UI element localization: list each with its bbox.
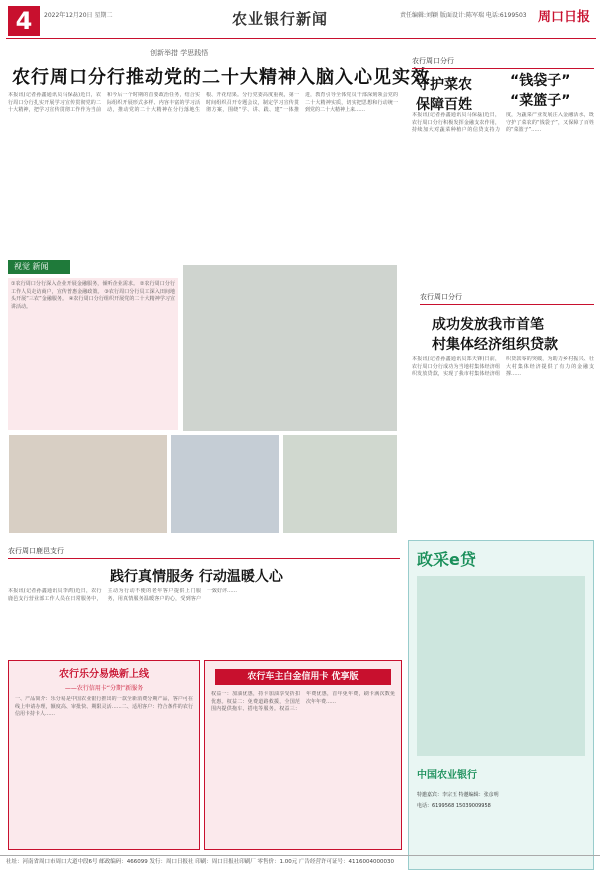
- view-section-tag: 视觉 新闻: [8, 260, 70, 274]
- main-kicker: 创新举措 学思践悟: [150, 49, 209, 57]
- ad-bank-logo: 中国农业银行: [417, 770, 477, 781]
- ad-phone: 电话：6199568 15039009958: [417, 803, 491, 809]
- photo-captions: ①农行周口分行深入企业开展金融服务，倾听企业需求。 ②农行周口分行工作人员走访商户，宣传普惠金融政策。 ③农行周口分行员工深入田间地头开展“三农”金融服务。 ④农行周口分行组织开展党的二十大精神学习宣讲活动。: [8, 278, 178, 430]
- page-title: 农业银行新闻: [232, 10, 329, 28]
- photo-group-meeting: [282, 434, 398, 534]
- main-headline: 农行周口分行推动党的二十大精神入脑入心见实效: [12, 67, 430, 88]
- bottom-body: 本报讯(记者孙鑫通讯员李鸿)近日，农行鹿邑支行营业部工作人员在日常服务中，主动为行动不便的老年客户提供上门服务，用真情服务温暖客户的心，受到客户一致好评……: [8, 588, 238, 602]
- bottom-section: 农行周口鹿邑支行: [8, 546, 400, 559]
- main-body: 本报讯(记者孙鑫通讯员马保磊)近日，农行周口分行扎实开展学习宣传贯彻党的二十大精神，把学习宣传贯彻工作作为当前和今后一个时期的首要政治任务，结合实际组织开展形式多样、内容丰富的学习活动，推动党的二十大精神在分行落地生根、开花结果。分行党委高度重视，第一时间组织召开专题会议，制定学习宣传贯彻方案，围绕“学、讲、践、建”一体推进，教育引导全体党员干部深刻领会党的二十大精神实质，切实把思想和行动统一到党的二十大精神上来……: [8, 92, 398, 114]
- right-top-title-line2: 保障百姓: [416, 97, 472, 113]
- right-mid-title-line2: 村集体经济组织贷款: [432, 337, 558, 353]
- right-top-body: 本报讯(记者孙鑫通讯员马保磊)近日，农行周口分行积极发挥金融支农作用，持续加大对蔬菜种植户的信贷支持力度，为蔬菜产业发展注入金融活水，既守护了菜农的“钱袋子”，又保障了百姓的“菜篮子”……: [412, 112, 594, 134]
- box-right-body: 权益一：加油优惠，持卡加油享受折扣优惠。权益二：免费道路救援，全国范围内提供拖车、搭电等服务。权益三：年费优惠，首年免年费，刷卡满次数免次年年费……: [211, 691, 395, 713]
- issue-date: 2022年12月20日 星期二: [44, 12, 113, 19]
- bottom-headline: 践行真情服务 行动温暖人心: [110, 569, 283, 585]
- editor-meta: 责任编辑:刘颖 版面设计:陈军瑞 电话:6199503: [400, 12, 527, 19]
- header-rule: [6, 38, 596, 39]
- box-right: [204, 660, 402, 850]
- right-mid-section: 农行周口分行: [420, 292, 594, 305]
- bank-advertisement: [408, 540, 594, 870]
- right-top-section: 农行周口分行: [412, 56, 594, 69]
- right-top-title-line1: 守护菜农: [416, 77, 472, 93]
- photo-counter-service: [8, 434, 168, 534]
- page-number: 4: [8, 6, 40, 36]
- box-left-title: 农行乐分易焕新上线: [59, 669, 149, 680]
- ad-contact: 特邀嘉宾：李宗玉 特邀编辑：张彦明: [417, 792, 499, 798]
- right-top-title-line1b: “钱袋子”: [510, 73, 571, 89]
- photo-field-visit: [170, 434, 280, 534]
- ad-photo: [417, 576, 585, 756]
- footer-info: 社址：河南省周口市周口大道中段6号 邮政编码：466099 发行：周口日报社 印刷：周口日报社印刷厂 零售价：1.00元 广告经营许可证号：4116004000030: [0, 855, 600, 883]
- box-right-title: 农行车主白金信用卡 优享版: [215, 669, 391, 685]
- box-left-subtitle: ——农行信用卡“分期”新服务: [64, 685, 144, 692]
- box-left-body: 一、产品简介：乐分易是中国农业银行推出的一款全新消费分期产品，客户可在线上申请办理，额度高、审批快、期限灵活……二、适用客户：符合条件的农行信用卡持卡人……: [15, 696, 193, 718]
- right-mid-body: 本报讯(记者孙鑫通讯员郑天锋)日前，农行周口分行成功为当地村集体经济组织发放贷款，实现了我市村集体经济组织贷款零的突破，为助力乡村振兴、壮大村集体经济提供了有力的金融支撑……: [412, 356, 594, 378]
- newspaper-logo: 周口日报: [538, 10, 591, 25]
- ad-title: 政采e贷: [417, 550, 476, 569]
- photo-bank-staff-factory: [182, 264, 398, 432]
- right-mid-title-line1: 成功发放我市首笔: [432, 317, 544, 333]
- right-top-title-line2b: “菜篮子”: [510, 93, 571, 109]
- box-left: [8, 660, 200, 850]
